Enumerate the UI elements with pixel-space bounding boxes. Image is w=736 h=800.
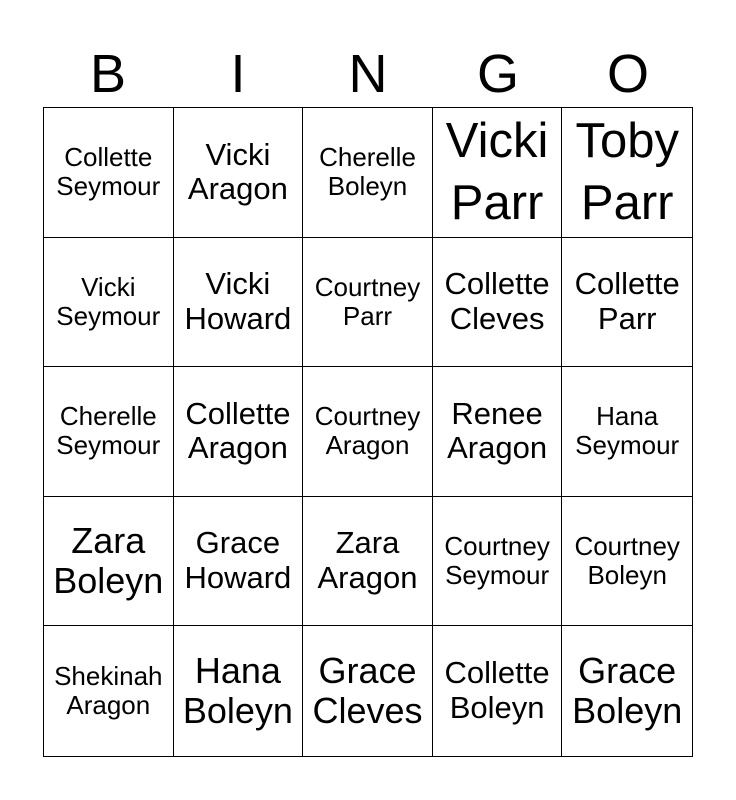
- cell-label: Courtney Aragon: [314, 401, 421, 461]
- bingo-cell[interactable]: [562, 238, 692, 368]
- bingo-cell[interactable]: [303, 367, 433, 497]
- cell-label: Hana Boleyn: [182, 649, 293, 732]
- cell-label: Courtney Boleyn: [574, 530, 680, 591]
- bingo-cell[interactable]: [433, 367, 563, 497]
- bingo-cell[interactable]: [562, 626, 692, 756]
- bingo-cell[interactable]: [174, 497, 304, 627]
- bingo-cell[interactable]: [174, 626, 304, 756]
- bingo-cell[interactable]: [433, 626, 563, 756]
- bingo-cell[interactable]: [303, 626, 433, 756]
- cell-label: Collette Cleves: [444, 266, 550, 336]
- bingo-card-grid: [43, 107, 693, 757]
- bingo-cell[interactable]: [44, 238, 174, 368]
- cell-label: Shekinah Aragon: [54, 661, 163, 721]
- bingo-cell[interactable]: [562, 108, 692, 238]
- cell-label: Courtney Parr: [314, 271, 421, 331]
- bingo-cell[interactable]: [44, 497, 174, 627]
- cell-label: Collette Seymour: [56, 142, 161, 202]
- bingo-cell[interactable]: [562, 497, 692, 627]
- bingo-cell[interactable]: [174, 238, 304, 368]
- bingo-cell[interactable]: [433, 497, 563, 627]
- bingo-cell[interactable]: [174, 108, 304, 238]
- header-letter-b: B: [89, 44, 127, 104]
- bingo-cell[interactable]: [433, 238, 563, 368]
- bingo-header: [43, 40, 693, 108]
- header-letter-g: G: [476, 44, 519, 104]
- cell-label: Collette Aragon: [185, 395, 291, 466]
- header-letter-o: O: [606, 44, 649, 104]
- bingo-cell[interactable]: [44, 367, 174, 497]
- cell-label: Vicki Parr: [445, 113, 549, 231]
- bingo-cell[interactable]: [174, 367, 304, 497]
- header-letter-i: I: [230, 44, 246, 104]
- cell-label: Grace Cleves: [312, 649, 423, 732]
- cell-label: Toby Parr: [575, 113, 679, 231]
- bingo-cell[interactable]: [44, 108, 174, 238]
- bingo-cell[interactable]: [303, 108, 433, 238]
- cell-label: Grace Howard: [184, 525, 292, 596]
- cell-label: Renee Aragon: [447, 395, 548, 466]
- cell-label: Vicki Aragon: [187, 136, 288, 207]
- cell-label: Hana Seymour: [575, 401, 680, 461]
- cell-label: Grace Boleyn: [572, 649, 683, 732]
- cell-label: Vicki Seymour: [56, 271, 161, 331]
- header-letter-n: N: [348, 44, 388, 104]
- bingo-cell[interactable]: [562, 367, 692, 497]
- cell-label: Zara Aragon: [317, 525, 418, 596]
- bingo-cell[interactable]: [303, 497, 433, 627]
- bingo-cell[interactable]: [433, 108, 563, 238]
- cell-label: Cherelle Seymour: [56, 401, 161, 461]
- bingo-cell[interactable]: [44, 626, 174, 756]
- cell-label: Zara Boleyn: [53, 519, 164, 602]
- cell-label: Cherelle Boleyn: [319, 142, 416, 202]
- cell-label: Collette Parr: [574, 266, 680, 336]
- cell-label: Courtney Seymour: [444, 530, 550, 591]
- cell-label: Collette Boleyn: [444, 655, 550, 726]
- cell-label: Vicki Howard: [184, 266, 292, 336]
- bingo-cell[interactable]: [303, 238, 433, 368]
